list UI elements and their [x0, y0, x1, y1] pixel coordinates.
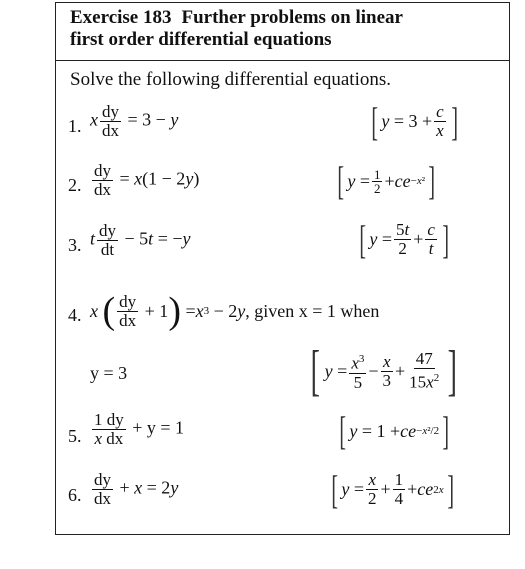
exercise-box	[55, 2, 510, 535]
problem-5-answer: [ y = 1 + ce −x²/2 ]	[339, 408, 450, 453]
problem-2-number: 2.	[68, 175, 82, 195]
problem-3-answer: [ y = $\frac{5t}{2}$ + $\frac{c}{t}$ ]	[359, 216, 449, 262]
exercise-title	[70, 7, 500, 51]
exercise-number: Exercise 183	[70, 7, 172, 28]
problem-1-answer: [ y = 3 + $\frac{c}{x}$ ]	[371, 98, 458, 144]
instructions: Solve the following differential equations.	[70, 69, 391, 90]
problem-4-condition-2: y = 3	[90, 363, 128, 383]
problem-6-equation: $\frac{dy}{dx}$ + x = 2y	[94, 470, 179, 508]
problem-6-number: 6.	[68, 485, 82, 505]
problem-4-answer: [ y = $\frac{x^3}{5}$ − $\frac{x}{3}$ + $\frac{47}{15x^2}$ ]	[310, 340, 458, 402]
problem-1-equation: x $\frac{dy}{dx}$ = 3 − y	[90, 102, 179, 140]
title-line-1: Further problems on linear	[181, 7, 403, 28]
problem-4-number: 4.	[68, 305, 82, 325]
title-line-2: first order differential equations	[70, 29, 332, 50]
problem-2-answer: [ y = $\frac{1}{2}$ + ce −x² ]	[337, 158, 436, 203]
problem-5-equation: $\frac{1 dy}{\text{x dx}}$ + y = 1	[94, 410, 185, 448]
problem-1-number: 1.	[68, 116, 82, 136]
problem-5-number: 5.	[68, 426, 82, 446]
problem-4-equation: x ( $\frac{dy}{dx}$ + 1 ) = x 3 − 2 y , given x = 1 when	[90, 290, 380, 332]
problem-4-condition: given x = 1 when	[254, 300, 380, 321]
problem-3-number: 3.	[68, 235, 82, 255]
problem-6-answer: [ y = $\frac{x}{2}$ + $\frac{1}{4}$ + ce 2x ]	[331, 466, 454, 512]
problem-2-equation: $\frac{dy}{dx}$ = x(1 − 2y)	[94, 161, 200, 199]
problem-3-equation: t $\frac{dy}{dt}$ − 5t = −y	[90, 221, 191, 259]
title-divider	[56, 60, 509, 61]
